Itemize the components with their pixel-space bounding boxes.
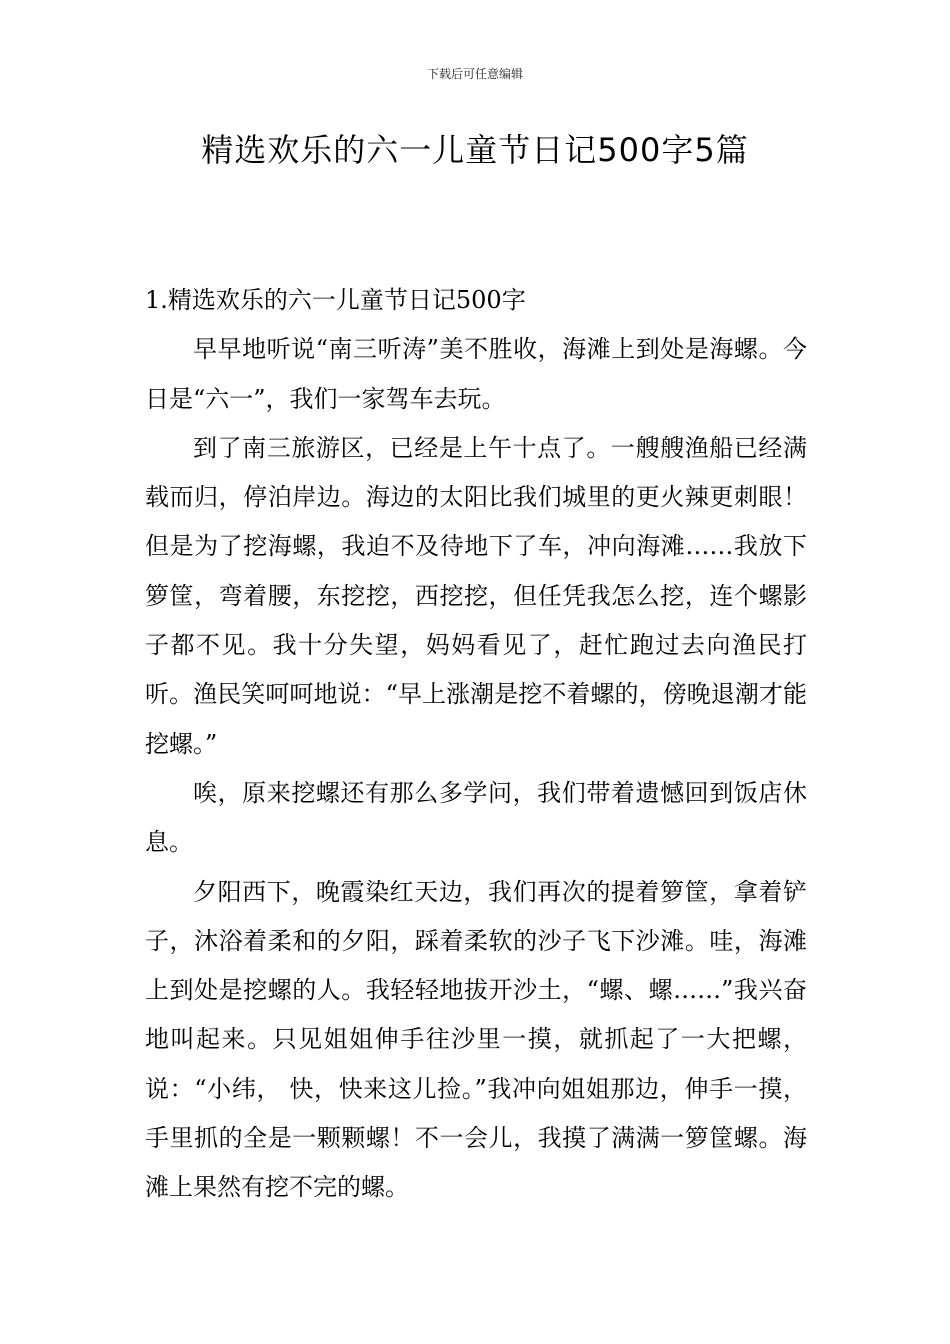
page-title: 精选欢乐的六一儿童节日记500字5篇 (201, 131, 749, 169)
section-heading: 1.精选欢乐的六一儿童节日记500字 (145, 286, 526, 314)
paragraph-4: 夕阳西下，晚霞染红天边，我们再次的提着箩筐，拿着铲子，沐浴着柔和的夕阳，踩着柔软的沙子飞下沙滩。哇，海滩上到处是挖螺的人。我轻轻地拔开沙土，“螺、螺……”我兴奋地叫起来。只见姐姐伸手往沙里一摸，就抓起了一大把螺，说：“小纬， 快，快来这儿捡。”我冲向姐姐那边，伸手一摸，手里抓的全是一颗颗螺！不一会儿，我摸了满满一箩筐螺。海滩上果然有挖不完的螺。 (145, 877, 807, 1202)
paragraph-1: 早早地听说“南三听涛”美不胜收，海滩上到处是海螺。今日是“六一”，我们一家驾车去玩。 (145, 335, 807, 413)
header-note: 下载后可任意编辑 (426, 67, 523, 81)
paragraph-2: 到了南三旅游区，已经是上午十点了。一艘艘渔船已经满载而归，停泊岸边。海边的太阳比我们城里的更火辣更刺眼！但是为了挖海螺，我迫不及待地下了车，冲向海滩……我放下箩筐，弯着腰，东挖挖，西挖挖，但任凭我怎么挖，连个螺影子都不见。我十分失望，妈妈看见了，赶忙跑过去向渔民打听。渔民笑呵呵地说：“早上涨潮是挖不着螺的，傍晚退潮才能挖螺。” (145, 433, 807, 758)
paragraph-3: 唉，原来挖螺还有那么多学问，我们带着遗憾回到饭店休息。 (145, 778, 807, 857)
document-body (145, 276, 807, 1213)
